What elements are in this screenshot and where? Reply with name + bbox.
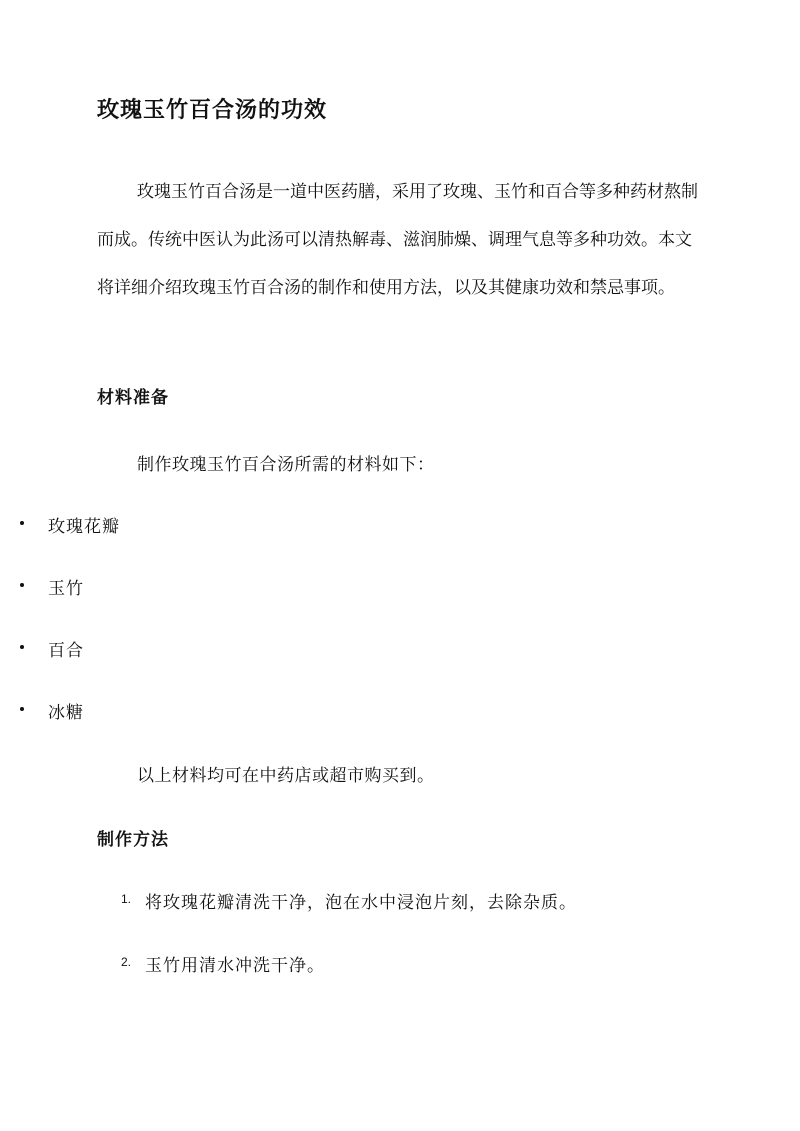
step-number: 1. [121, 892, 132, 906]
bullet-icon [20, 583, 24, 587]
intro-text: 玫瑰玉竹百合汤是一道中医药膳，采用了玫瑰、玉竹和百合等多种药材熬制而成。传统中医认为此汤可以清热解毒、滋润肺燥、调理气息等多种功效。本文将详细介绍玫瑰玉竹百合汤的制作和使用方法，以及其健康功效和禁忌事项。 [97, 182, 698, 298]
materials-lead: 制作玫瑰玉竹百合汤所需的材料如下： [137, 455, 435, 475]
list-item-text: 百合 [48, 641, 84, 661]
step-number: 2. [121, 955, 132, 969]
page-title: 玫瑰玉竹百合汤的功效 [97, 97, 328, 123]
list-item-text: 玉竹 [48, 579, 84, 599]
bullet-icon [20, 707, 24, 711]
materials-note: 以上材料均可在中药店或超市购买到。 [137, 766, 435, 786]
materials-heading: 材料准备 [97, 388, 169, 408]
list-item-text: 玫瑰花瓣 [48, 517, 120, 537]
intro-paragraph [97, 168, 705, 312]
method-heading: 制作方法 [97, 830, 169, 850]
bullet-icon [20, 521, 24, 525]
step-text: 将玫瑰花瓣清洗干净，泡在水中浸泡片刻，去除杂质。 [145, 893, 577, 913]
list-item-text: 冰糖 [48, 703, 84, 723]
bullet-icon [20, 645, 24, 649]
step-text: 玉竹用清水冲洗干净。 [145, 956, 325, 976]
